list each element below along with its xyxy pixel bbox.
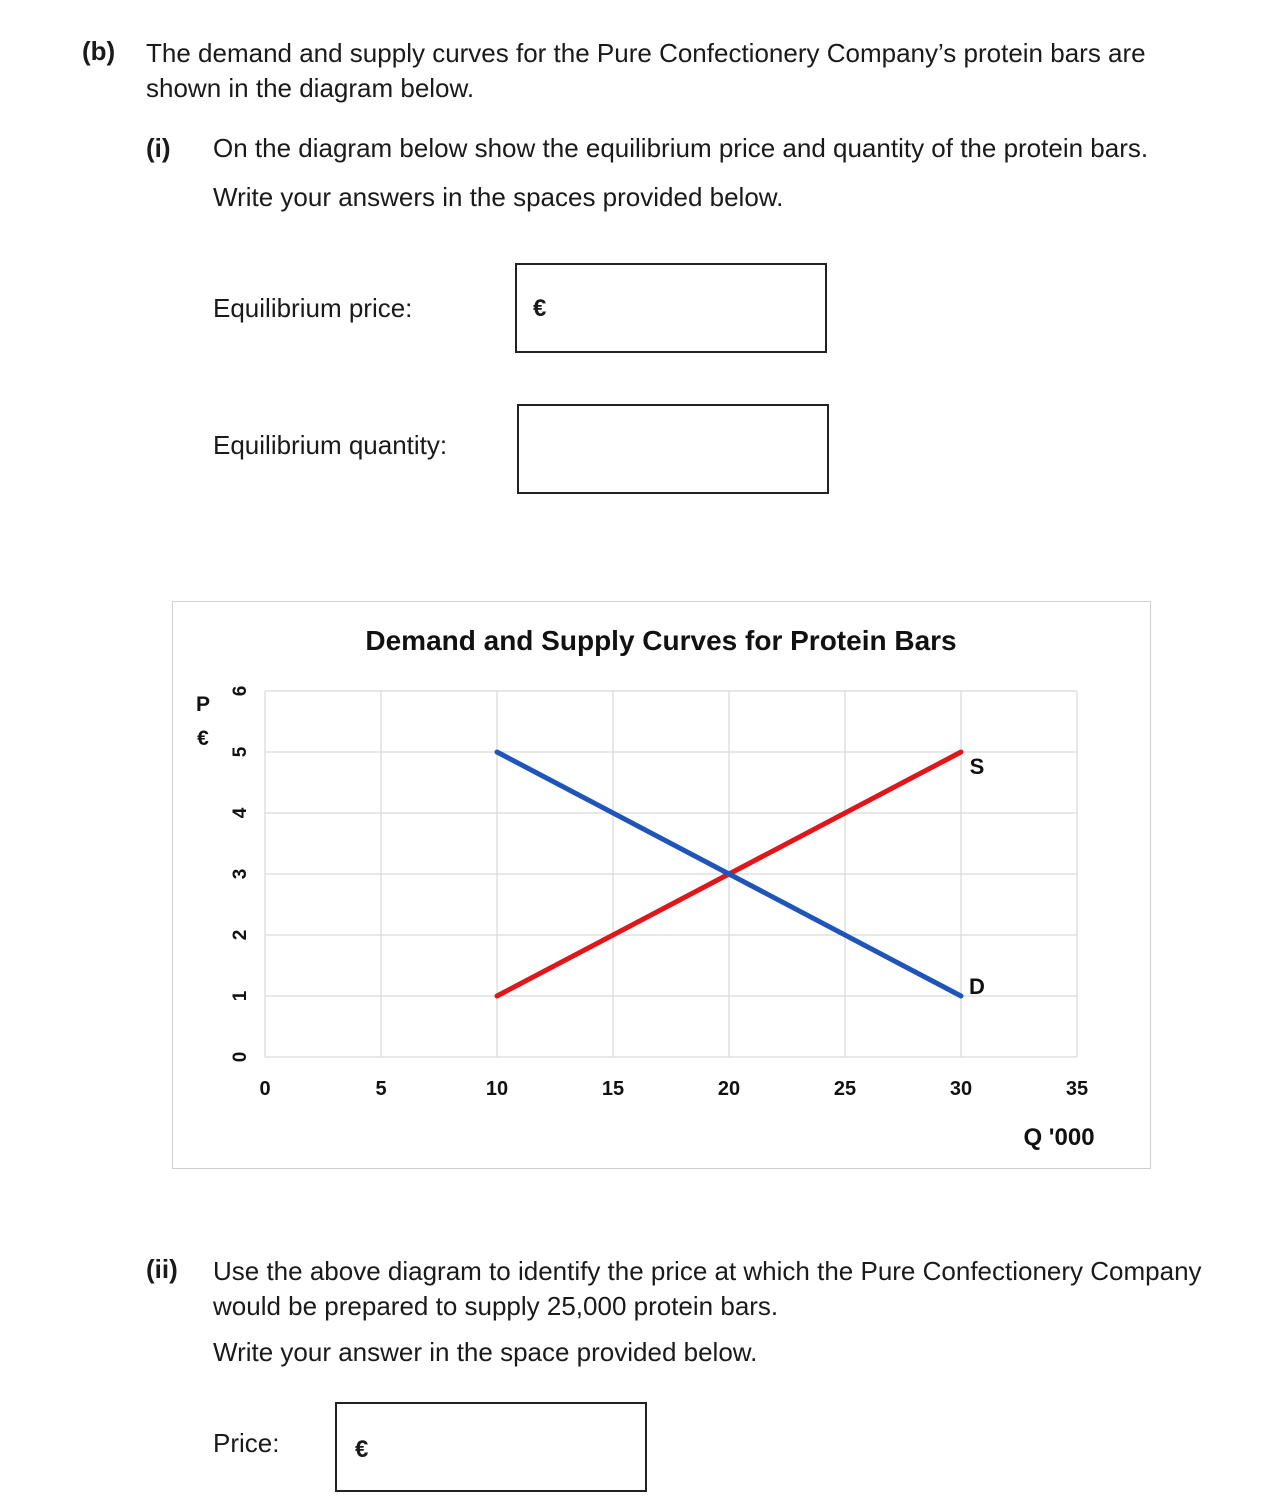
euro-symbol: € xyxy=(355,1436,369,1463)
part-ii-question-line2: would be prepared to supply 25,000 protein bars. xyxy=(213,1291,779,1321)
price-label: Price: xyxy=(213,1428,280,1458)
x-tick-label: 10 xyxy=(485,1078,509,1100)
price-answer-box[interactable] xyxy=(335,1402,647,1492)
x-tick-label: 30 xyxy=(949,1078,973,1100)
supply-curve-label: S xyxy=(969,754,985,779)
part-i-instruction2: Write your answers in the spaces provided below. xyxy=(213,182,784,212)
x-axis-label: Q '000 xyxy=(1023,1124,1095,1151)
y-tick-label: 5 xyxy=(230,746,251,758)
y-tick-label: 4 xyxy=(230,807,251,819)
euro-symbol: € xyxy=(533,295,547,322)
part-b-intro-line2: shown in the diagram below. xyxy=(146,73,475,103)
x-tick-label: 15 xyxy=(601,1078,625,1100)
y-tick-label: 0 xyxy=(230,1051,251,1063)
part-ii-label: (ii) xyxy=(146,1254,178,1284)
y-tick-label: 3 xyxy=(230,868,251,880)
x-tick-label: 5 xyxy=(375,1078,387,1100)
part-ii-question xyxy=(213,1254,1202,1324)
part-ii-instruction: Write your answer in the space provided below. xyxy=(213,1337,758,1367)
gridlines xyxy=(265,691,1077,1057)
part-b-label: (b) xyxy=(82,36,116,66)
x-tick-labels xyxy=(259,1078,1088,1100)
y-tick-label: 2 xyxy=(230,929,251,941)
y-axis-label-euro: € xyxy=(197,727,209,750)
part-b-intro-line1: The demand and supply curves for the Pure Confectionery Company’s protein bars are xyxy=(146,38,1146,68)
x-tick-label: 20 xyxy=(717,1078,741,1100)
x-tick-label: 0 xyxy=(259,1078,271,1100)
equilibrium-quantity-label: Equilibrium quantity: xyxy=(213,430,448,460)
part-i-instruction1: On the diagram below show the equilibrium price and quantity of the protein bars. xyxy=(213,133,1149,163)
part-ii-question-line1: Use the above diagram to identify the price at which the Pure Confectionery Company xyxy=(213,1256,1202,1286)
y-tick-label: 6 xyxy=(230,685,251,697)
demand-curve-label: D xyxy=(969,974,985,999)
y-tick-labels xyxy=(230,686,251,1063)
x-tick-label: 25 xyxy=(833,1078,857,1100)
y-axis-label-p: P xyxy=(195,693,211,716)
y-tick-label: 1 xyxy=(230,990,251,1002)
x-tick-label: 35 xyxy=(1065,1078,1089,1100)
chart-title: Demand and Supply Curves for Protein Bars xyxy=(365,625,957,656)
equilibrium-price-label: Equilibrium price: xyxy=(213,293,413,323)
part-i-label: (i) xyxy=(146,133,171,163)
curves xyxy=(497,752,985,999)
